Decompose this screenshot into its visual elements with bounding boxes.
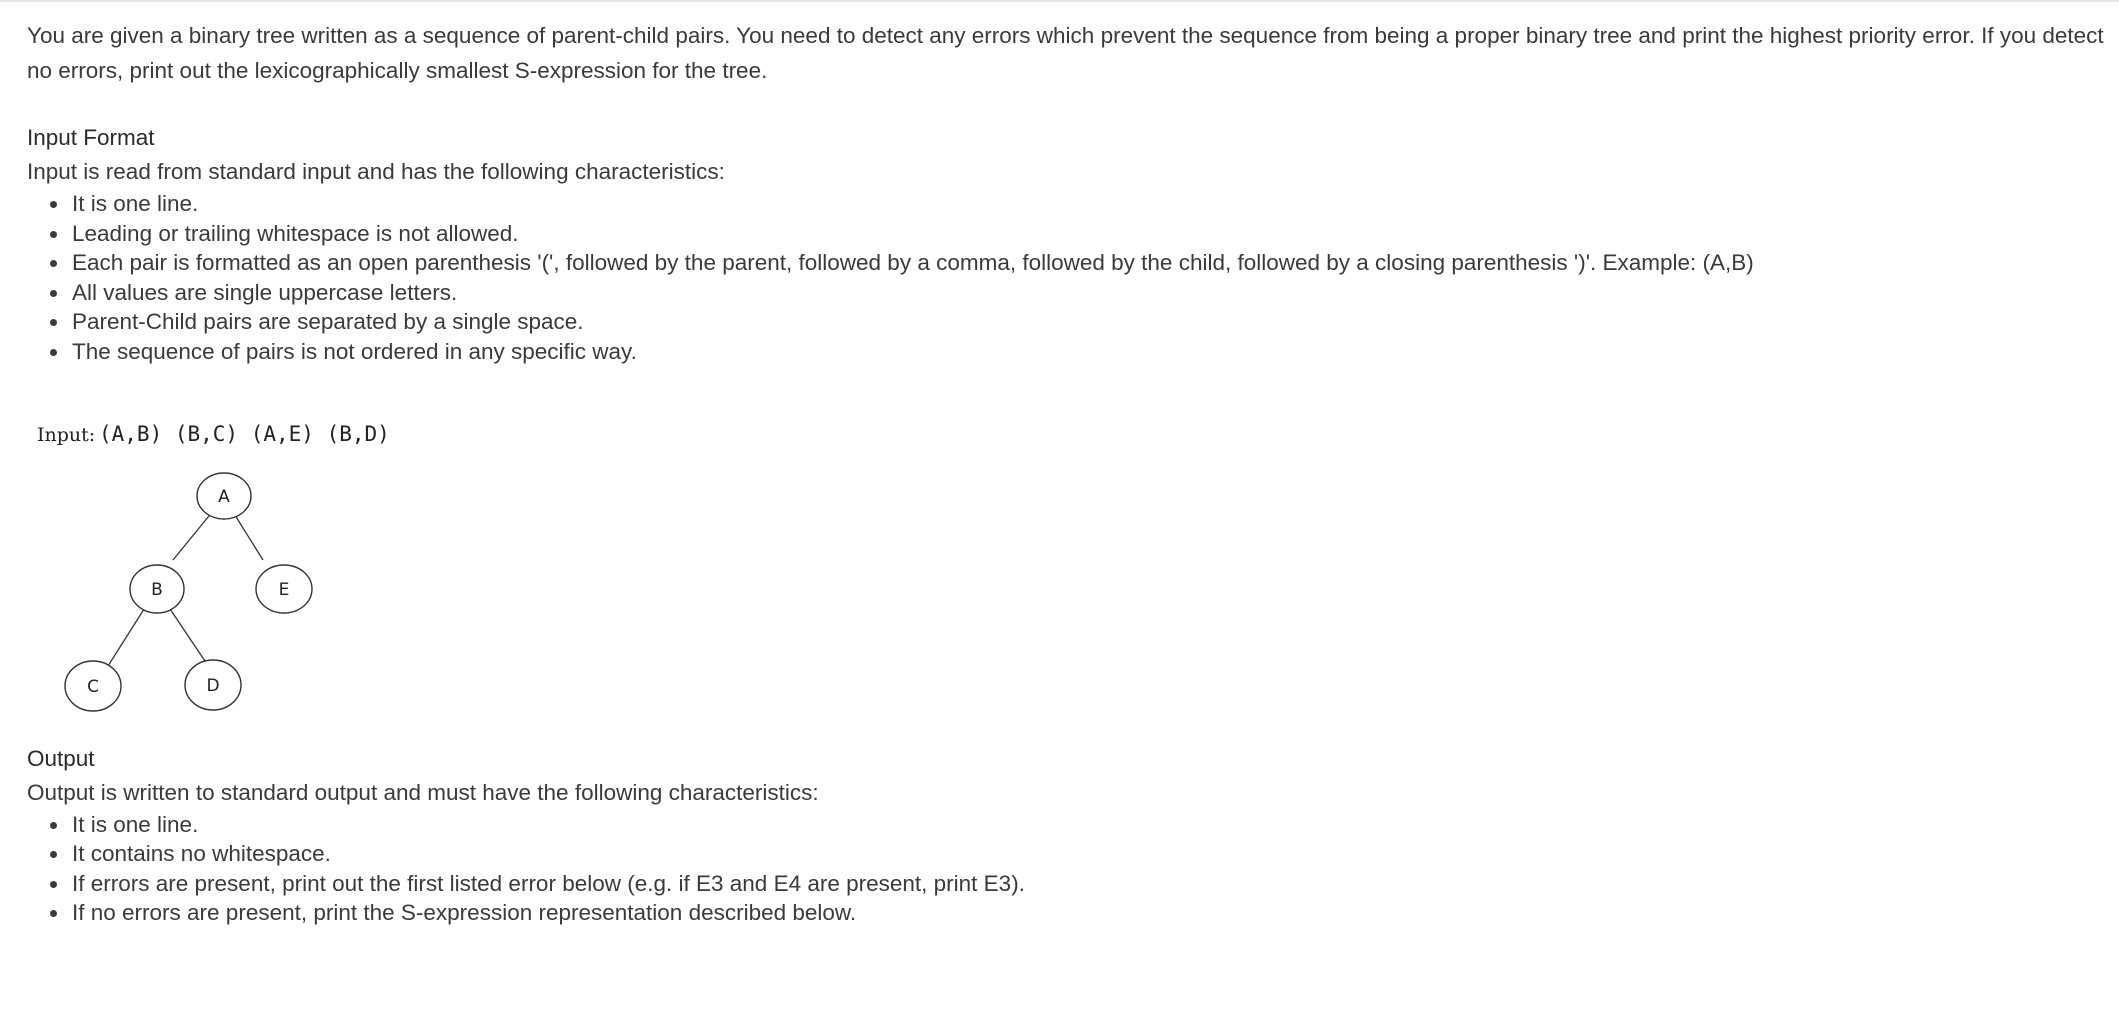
svg-text:D: D	[206, 675, 220, 696]
bullet-icon	[50, 260, 57, 267]
output-heading: Output	[27, 745, 95, 771]
svg-text:C: C	[87, 676, 99, 697]
tree-diagram	[37, 412, 437, 742]
list-item: It is one line.	[72, 810, 2107, 840]
list-item: If no errors are present, print the S-expression representation described below.	[72, 898, 2107, 928]
bullet-icon	[50, 881, 57, 888]
bullet-icon	[50, 822, 57, 829]
svg-text:E: E	[278, 579, 290, 600]
edge-a-b	[173, 511, 213, 560]
bullet-icon	[50, 851, 57, 858]
intro-paragraph: You are given a binary tree written as a sequence of parent-child pairs. You need to detect any errors which prevent the sequence from being a proper binary tree and print the highest priority error. If you detect no errors, print out the lexicographically smallest S-expression for the tree.	[27, 23, 2104, 83]
list-item: It contains no whitespace.	[72, 839, 2107, 869]
list-item: Each pair is formatted as an open parenthesis '(', followed by the parent, followed by a comma, followed by the child, followed by a closing parenthesis ')'. Example: (A,B)	[72, 248, 2107, 278]
bullet-icon	[50, 349, 57, 356]
bullet-icon	[50, 319, 57, 326]
bullet-icon	[50, 201, 57, 208]
list-item: If errors are present, print out the first listed error below (e.g. if E3 and E4 are present, print E3).	[72, 869, 2107, 899]
edge-a-e	[233, 512, 263, 560]
bullet-icon	[50, 910, 57, 917]
edge-b-d	[168, 606, 207, 664]
tree-node-c	[65, 661, 121, 711]
tree-node-d	[185, 660, 241, 710]
edge-b-c	[108, 606, 146, 666]
figure-input-label: Input:	[37, 423, 96, 446]
list-item: The sequence of pairs is not ordered in any specific way.	[72, 337, 2107, 367]
problem-statement	[27, 18, 2107, 928]
output-list	[27, 810, 2107, 928]
bullet-icon	[50, 290, 57, 297]
svg-text:A: A	[218, 486, 230, 507]
input-format-description: Input is read from standard input and has the following characteristics:	[27, 159, 725, 184]
bullet-icon	[50, 231, 57, 238]
output-description: Output is written to standard output and must have the following characteristics:	[27, 779, 819, 805]
tree-node-a	[197, 473, 251, 519]
input-format-list	[27, 189, 2107, 367]
tree-example-figure	[37, 412, 437, 742]
top-divider	[0, 0, 2119, 2]
tree-node-e	[256, 565, 312, 613]
input-format-heading: Input Format	[27, 125, 155, 150]
tree-node-b	[130, 565, 184, 613]
figure-input-value: (A,B) (B,C) (A,E) (B,D)	[99, 421, 390, 446]
list-item: Leading or trailing whitespace is not allowed.	[72, 219, 2107, 249]
list-item: Parent-Child pairs are separated by a single space.	[72, 307, 2107, 337]
svg-text:B: B	[151, 579, 163, 600]
list-item: It is one line.	[72, 189, 2107, 219]
list-item: All values are single uppercase letters.	[72, 278, 2107, 308]
